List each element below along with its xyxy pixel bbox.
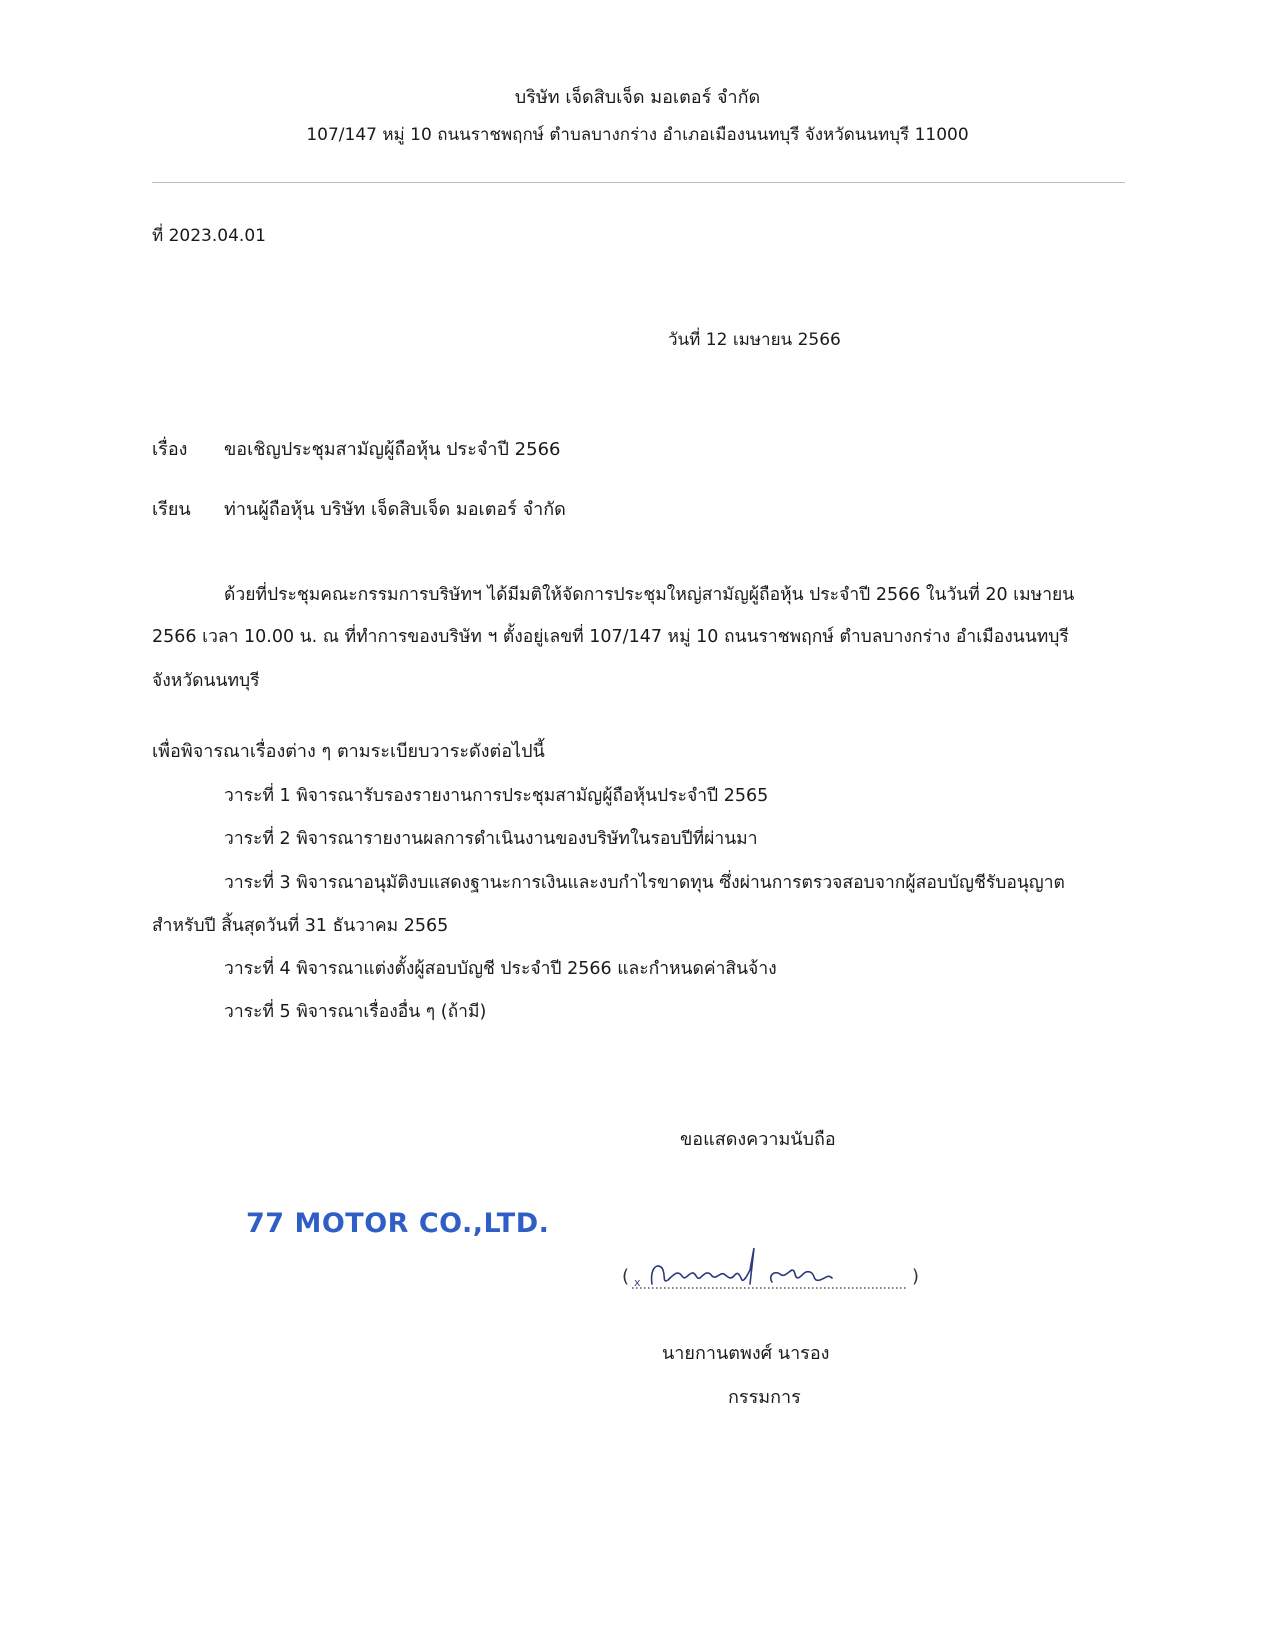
recipient-label: เรียน [152,499,191,520]
agenda-intro: เพื่อพิจารณาเรื่องต่าง ๆ ตามระเบียบวาระดังต่อไปนี้ [152,741,545,762]
agenda-item-1: วาระที่ 1 พิจารณารับรองรายงานการประชุมสามัญผู้ถือหุ้นประจำปี 2565 [224,786,769,806]
body-line-1: ด้วยที่ประชุมคณะกรรมการบริษัทฯ ได้มีมติให้จัดการประชุมใหญ่สามัญผู้ถือหุ้น ประจำปี 2566 ในวันที่ 20 เมษายน [224,585,1075,605]
body-line-2: 2566 เวลา 10.00 น. ณ ที่ทำการของบริษัท ฯ ตั้งอยู่เลขที่ 107/147 หมู่ 10 ถนนราชพฤกษ์ ตำบลบางกร่าง อำเมืองนนทบุรี [152,627,1069,647]
svg-text:x: x [634,1276,641,1289]
recipient-text: ท่านผู้ถือหุ้น บริษัท เจ็ดสิบเจ็ด มอเตอร์ จำกัด [224,499,566,520]
agenda-item-4: วาระที่ 4 พิจารณาแต่งตั้งผู้สอบบัญชี ประจำปี 2566 และกำหนดค่าสินจ้าง [224,959,777,979]
subject-text: ขอเชิญประชุมสามัญผู้ถือหุ้น ประจำปี 2566 [224,439,561,460]
company-name: บริษัท เจ็ดสิบเจ็ด มอเตอร์ จำกัด [514,87,761,108]
closing-salutation: ขอแสดงความนับถือ [680,1129,836,1150]
body-line-3: จังหวัดนนทบุรี [152,671,260,691]
signatory-name: นายกานตพงศ์ นารอง [662,1343,830,1364]
signature-paren-close: ) [912,1266,920,1287]
header-divider [152,182,1125,183]
signatory-title: กรรมการ [728,1387,801,1408]
company-address: 107/147 หมู่ 10 ถนนราชพฤกษ์ ตำบลบางกร่าง อำเภอเมืองนนทบุรี จังหวัดนนทบุรี 11000 [306,125,969,145]
agenda-item-5: วาระที่ 5 พิจารณาเรื่องอื่น ๆ (ถ้ามี) [224,1002,487,1022]
company-stamp: 77 MOTOR CO.,LTD. [246,1208,550,1239]
agenda-item-3: วาระที่ 3 พิจารณาอนุมัติงบแสดงฐานะการเงินและงบกำไรขาดทุน ซึ่งผ่านการตรวจสอบจากผู้สอบบัญชีรับอนุญาต [224,873,1065,893]
reference-number: ที่ 2023.04.01 [152,226,266,246]
handwritten-signature [622,1240,922,1300]
letter-date: วันที่ 12 เมษายน 2566 [668,330,841,350]
signature-paren-open: ( [622,1266,630,1287]
agenda-item-2: วาระที่ 2 พิจารณารายงานผลการดำเนินงานของบริษัทในรอบปีที่ผ่านมา [224,829,758,849]
signature-block [622,1240,922,1300]
agenda-item-3-continued: สำหรับปี สิ้นสุดวันที่ 31 ธันวาคม 2565 [152,916,449,936]
subject-label: เรื่อง [152,439,188,460]
